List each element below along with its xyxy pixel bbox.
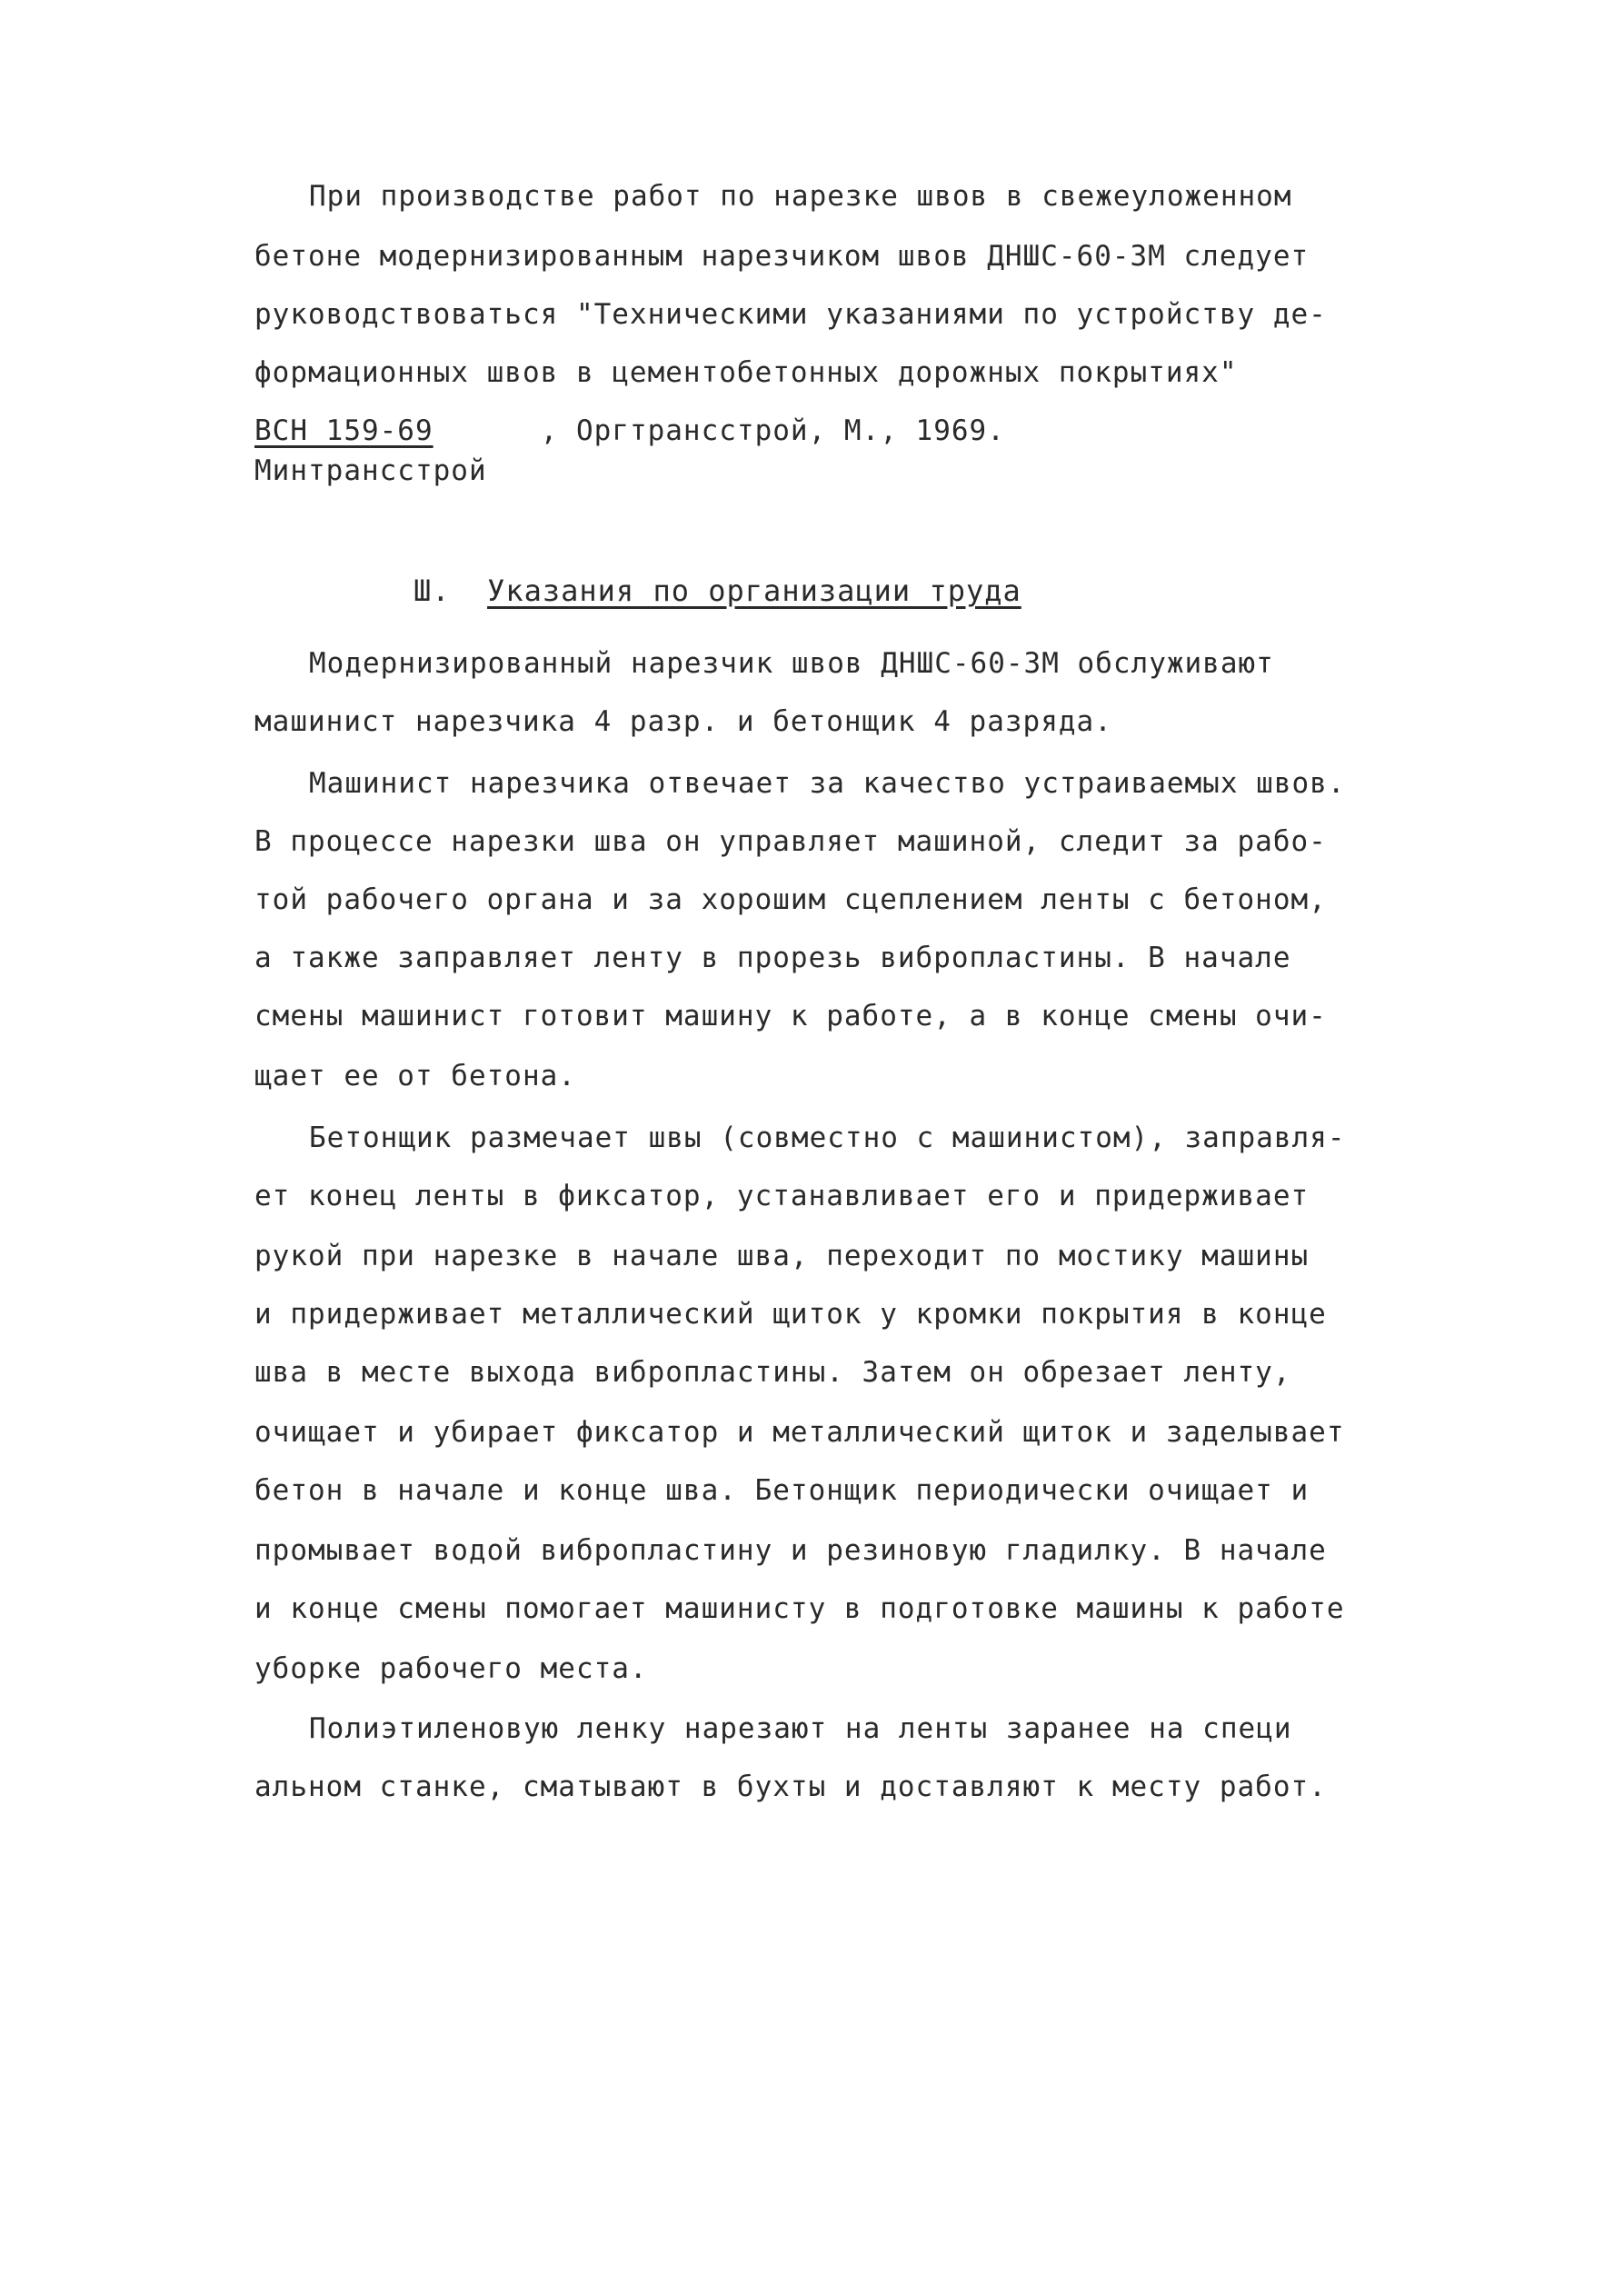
paragraph-3-line-5: шва в месте выхода вибропластины. Затем он обрезает ленту, [254,1356,1291,1389]
intro-line-4: формационных швов в цементобетонных дорожных покрытиях" [254,356,1238,389]
intro-line-2: бетоне модернизированным нарезчиком швов ДНШС-60-3М следует [254,240,1310,273]
paragraph-2-line-6: щает ее от бетона. [254,1060,576,1092]
paragraph-3-line-9: и конце смены помогает машинисту в подготовке машины к работе [254,1592,1345,1625]
paragraph-3-line-10: уборке рабочего места. [254,1652,648,1685]
paragraph-2-line-1: Машинист нарезчика отвечает за качество устраиваемых швов. [309,767,1346,800]
reference-line [254,413,1005,449]
reference-blank [433,414,541,447]
paragraph-2-line-3: той рабочего органа и за хорошим сцеплением ленты с бетоном, [254,883,1327,916]
paragraph-3-line-4: и придерживает металлический щиток у кромки покрытия в конце [254,1298,1327,1331]
paragraph-4-line-2: альном станке, сматывают в бухты и доставляют к месту работ. [254,1770,1327,1803]
section-number: Ш. [413,574,451,608]
reference-code: ВСН 159-69 [254,414,433,447]
paragraph-1-line-1: Модернизированный нарезчик швов ДНШС-60-3М обслуживают [309,647,1274,680]
section-title: Указания по организации труда [487,574,1021,608]
paragraph-2-line-2: В процессе нарезки шва он управляет машиной, следит за рабо- [254,825,1327,858]
paragraph-4-line-1: Полиэтиленовую ленку нарезают на ленты заранее на специ [309,1712,1292,1745]
intro-line-1: При производстве работ по нарезке швов в свежеуложенном [309,180,1292,213]
section-heading [413,573,1021,609]
paragraph-2-line-4: а также заправляет ленту в прорезь вибропластины. В начале [254,942,1291,974]
paragraph-2-line-5: смены машинист готовит машину к работе, а в конце смены очи- [254,1000,1327,1032]
paragraph-3-line-3: рукой при нарезке в начале шва, переходит по мостику машины [254,1240,1310,1272]
intro-line-3: руководствоваться "Техническими указаниями по устройству де- [254,298,1327,331]
paragraph-3-line-8: промывает водой вибропластину и резиновую гладилку. В начале [254,1534,1327,1567]
reference-org: Минтрансстрой [254,454,487,487]
reference-rest: , Оргтрансстрой, М., 1969. [540,414,1005,447]
paragraph-1-line-2: машинист нарезчика 4 разр. и бетонщик 4 разряда. [254,705,1112,738]
paragraph-3-line-1: Бетонщик размечает швы (совместно с машинистом), заправля- [309,1122,1346,1154]
paragraph-3-line-2: ет конец ленты в фиксатор, устанавливает его и придерживает [254,1180,1310,1212]
paragraph-3-line-7: бетон в начале и конце шва. Бетонщик периодически очищает и [254,1474,1310,1507]
paragraph-3-line-6: очищает и убирает фиксатор и металлический щиток и заделывает [254,1416,1345,1449]
